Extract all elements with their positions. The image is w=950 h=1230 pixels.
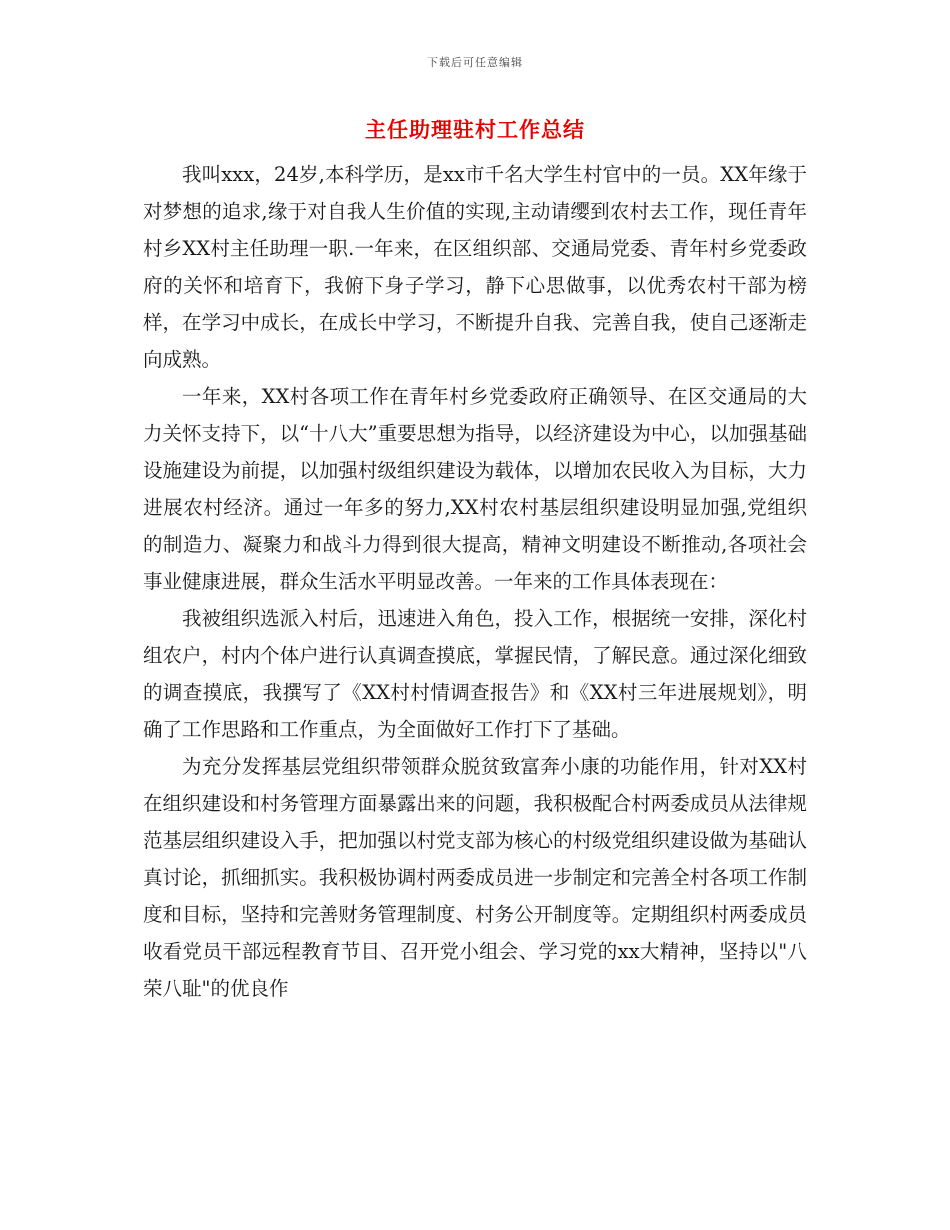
paragraph-1: 我叫xxx，24岁,本科学历，是xx市千名大学生村官中的一员。XX年缘于对梦想的追求,缘于对自我人生价值的实现,主动请缨到农村去工作，现任青年村乡XX村主任助理一职.一年来，在区组织部、交通局党委、青年村乡党委政府的关怀和培育下，我俯下身子学习，静下心思做事，以优秀农村干部为榜样，在学习中成长，在成长中学习，不断提升自我、完善自我，使自己逐渐走向成熟。 <box>143 163 807 371</box>
document-body <box>143 156 807 1007</box>
paragraph-3: 我被组织选派入村后，迅速进入角色，投入工作，根据统一安排，深化村组农户，村内个体户进行认真调查摸底，掌握民情，了解民意。通过深化细致的调查摸底，我撰写了《XX村村情调查报告》和《XX村三年进展规划》，明确了工作思路和工作重点，为全面做好工作打下了基础。 <box>143 607 807 741</box>
document-title: 主任助理驻村工作总结 <box>365 117 585 142</box>
header-note: 下载后可任意编辑 <box>427 56 523 69</box>
paragraph-2: 一年来，XX村各项工作在青年村乡党委政府正确领导、在区交通局的大力关怀支持下，以“十八大”重要思想为指导，以经济建设为中心，以加强基础设施建设为前提，以加强村级组织建设为载体，以增加农民收入为目标，大力进展农村经济。通过一年多的努力,XX村农村基层组织建设明显加强,党组织的制造力、凝聚力和战斗力得到很大提高，精神文明建设不断推动,各项社会事业健康进展，群众生活水平明显改善。一年来的工作具体表现在： <box>143 385 807 593</box>
paragraph-4: 为充分发挥基层党组织带领群众脱贫致富奔小康的功能作用，针对XX村在组织建设和村务管理方面暴露出来的问题，我积极配合村两委成员从法律规范基层组织建设入手，把加强以村党支部为核心的村级党组织建设做为基础认真讨论，抓细抓实。我积极协调村两委成员进一步制定和完善全村各项工作制度和目标，坚持和完善财务管理制度、村务公开制度等。定期组织村两委成员收看党员干部远程教育节目、召开党小组会、学习党的xx大精神，坚持以"八荣八耻"的优良作 <box>143 755 807 1000</box>
